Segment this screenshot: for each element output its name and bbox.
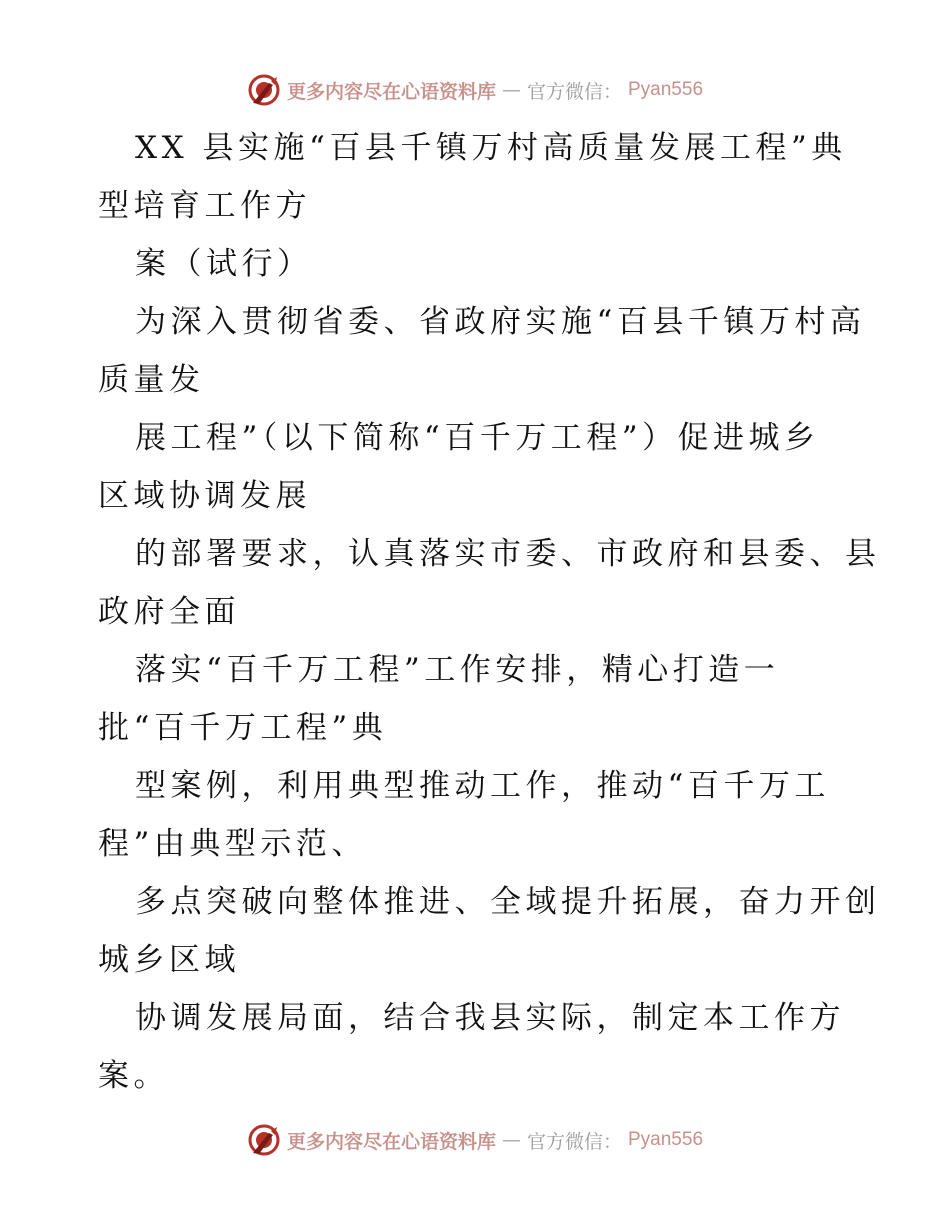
- banner-wechat-label: 官方微信：: [526, 1130, 622, 1153]
- banner-site-text: 更多内容尽在心语资料库: [286, 1130, 496, 1153]
- paragraph-line: 程”由典型示范、: [98, 826, 367, 862]
- paragraph-line: 型案例，利用典型推动工作，推动“百千万工: [135, 768, 830, 804]
- doc-title-line: 型培育工作方: [98, 188, 311, 224]
- banner-wechat-label: 官方微信：: [526, 80, 622, 103]
- doc-title-line: XX 县实施“百县千镇万村高质量发展工程”典: [135, 130, 847, 166]
- paragraph-line: 的部署要求，认真落实市委、市政府和县委、县: [135, 536, 881, 572]
- paragraph-line: 多点突破向整体推进、全域提升拓展，奋力开创: [135, 884, 881, 920]
- banner-dash: —: [501, 1129, 521, 1151]
- paragraph-line: 城乡区域: [98, 942, 240, 978]
- banner-site-text: 更多内容尽在心语资料库: [286, 80, 496, 103]
- paragraph-line: 政府全面: [98, 594, 240, 630]
- header-watermark-banner: [0, 70, 950, 110]
- banner-dash: —: [501, 79, 521, 101]
- footer-watermark-banner: [0, 1120, 950, 1160]
- banner-wechat-id: Pyan556: [628, 79, 704, 100]
- paragraph-line: 案。: [98, 1058, 169, 1094]
- doc-title-line: 案（试行）: [135, 246, 313, 282]
- paragraph-line: 批“百千万工程”典: [98, 710, 388, 746]
- paragraph-line: 区域协调发展: [98, 478, 311, 514]
- paragraph-line: 展工程”（以下简称“百千万工程”）促进城乡: [135, 420, 820, 456]
- paragraph-line: 落实“百千万工程”工作安排，精心打造一: [135, 652, 780, 688]
- paragraph-line: 协调发展局面，结合我县实际，制定本工作方: [135, 1000, 845, 1036]
- pen-logo-icon: [247, 73, 281, 107]
- banner-wechat-id: Pyan556: [628, 1129, 704, 1150]
- paragraph-line: 质量发: [98, 362, 205, 398]
- paragraph-line: 为深入贯彻省委、省政府实施“百县千镇万村高: [135, 304, 866, 340]
- pen-logo-icon: [247, 1123, 281, 1157]
